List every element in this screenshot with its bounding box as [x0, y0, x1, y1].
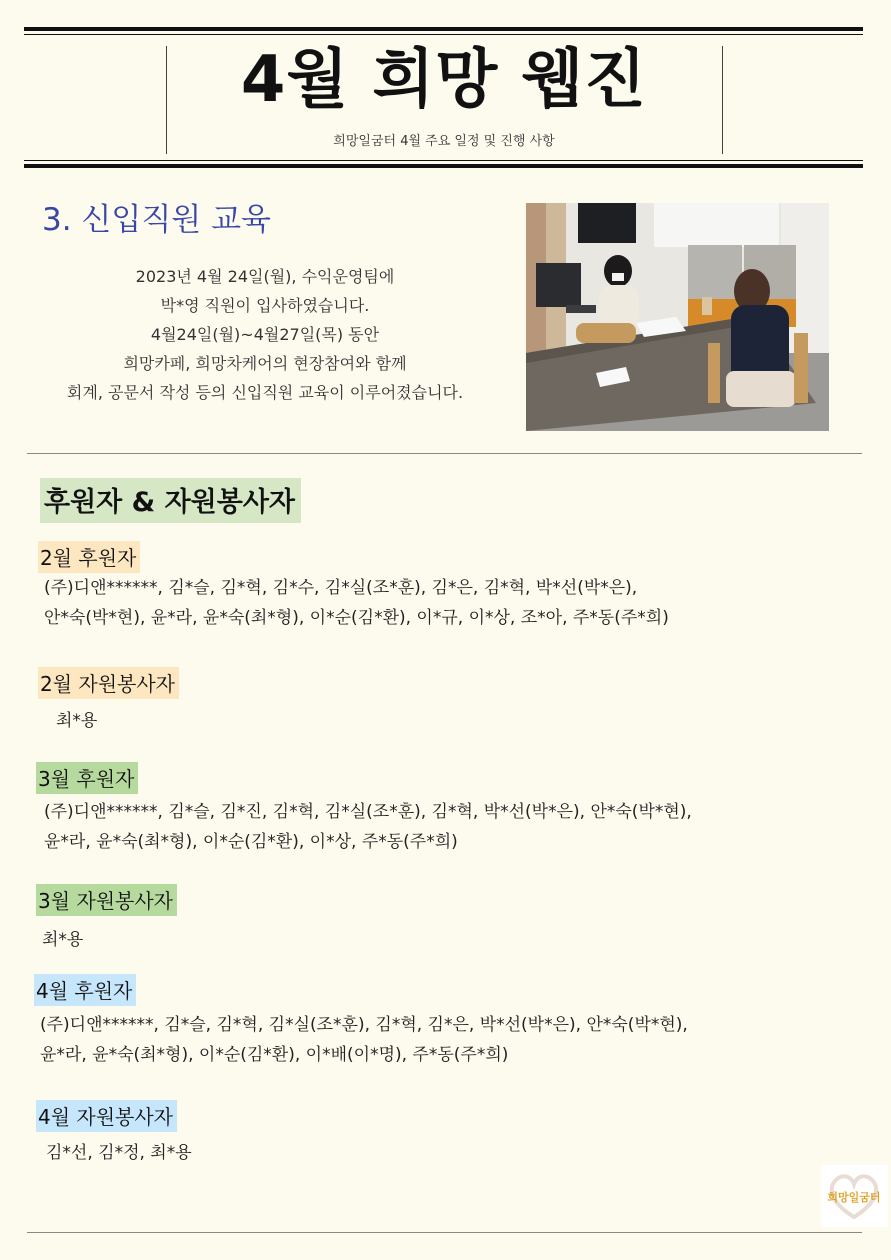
volunteer-line: 최*용: [56, 711, 98, 731]
mar-volunteers-list: [42, 925, 83, 955]
apr-volunteers-list: [46, 1138, 192, 1168]
masthead-bottom-rule-thick: [24, 164, 863, 168]
feb-donors-heading: 2월 후원자: [38, 541, 140, 573]
organization-logo: [821, 1165, 888, 1227]
masthead-top-rule-thick: [24, 27, 863, 31]
education-line: 박*영 직원이 입사하였습니다.: [160, 296, 370, 315]
masthead-right-divider: [722, 46, 723, 154]
page-title: 4월 희망 웹진: [240, 43, 648, 117]
education-paragraph: [20, 262, 510, 407]
education-line: 회계, 공문서 작성 등의 신입직원 교육이 이루어졌습니다.: [66, 383, 464, 402]
masthead-bottom-rule-thin: [24, 160, 863, 161]
education-line: 희망카페, 희망차케어의 현장참여와 함께: [123, 354, 407, 373]
logo-text: 희망일굼터: [827, 1191, 881, 1204]
education-line: 4월24일(월)~4월27일(목) 동안: [150, 325, 380, 344]
education-line: 2023년 4월 24일(월), 수익운영팀에: [135, 267, 395, 286]
apr-volunteers-heading: 4월 자원봉사자: [36, 1100, 177, 1132]
volunteer-line: 김*선, 김*정, 최*용: [46, 1143, 192, 1163]
mar-donors-heading: 3월 후원자: [36, 762, 138, 794]
volunteer-line: 최*용: [42, 930, 84, 950]
donor-line: 윤*라, 윤*숙(최*형), 이*순(김*환), 이*배(이*명), 주*동(주*희): [40, 1045, 509, 1065]
donor-line: (주)디앤******, 김*슬, 김*진, 김*혁, 김*실(조*훈), 김*혁, 박*선(박*은), 안*숙(박*현),: [44, 802, 692, 822]
feb-volunteers-heading: 2월 자원봉사자: [38, 667, 179, 699]
mar-donors-list: [44, 797, 692, 857]
training-photo-icon: [526, 203, 829, 431]
apr-donors-heading: 4월 후원자: [34, 974, 136, 1006]
masthead-top-rule-thin: [24, 34, 863, 35]
page-subtitle: 희망일굼터 4월 주요 일정 및 진행 사항: [333, 134, 555, 149]
section-divider: [27, 453, 862, 454]
training-photo: [526, 203, 829, 431]
donor-line: 안*숙(박*현), 윤*라, 윤*숙(최*형), 이*순(김*환), 이*규, 이*상, 조*아, 주*동(주*희): [44, 608, 669, 628]
donor-line: (주)디앤******, 김*슬, 김*혁, 김*수, 김*실(조*훈), 김*은, 김*혁, 박*선(박*은),: [44, 578, 638, 598]
donor-line: 윤*라, 윤*숙(최*형), 이*순(김*환), 이*상, 주*동(주*희): [44, 832, 458, 852]
mar-volunteers-heading: 3월 자원봉사자: [36, 884, 177, 916]
apr-donors-list: [40, 1010, 688, 1070]
feb-volunteers-list: [56, 706, 97, 736]
footer-divider: [27, 1232, 862, 1233]
heart-logo-icon: [821, 1165, 888, 1227]
section-heading: 3. 신입직원 교육: [42, 202, 271, 238]
supporters-title: 후원자 & 자원봉사자: [40, 478, 301, 523]
feb-donors-list: [44, 573, 669, 633]
donor-line: (주)디앤******, 김*슬, 김*혁, 김*실(조*훈), 김*혁, 김*은, 박*선(박*은), 안*숙(박*현),: [40, 1015, 688, 1035]
